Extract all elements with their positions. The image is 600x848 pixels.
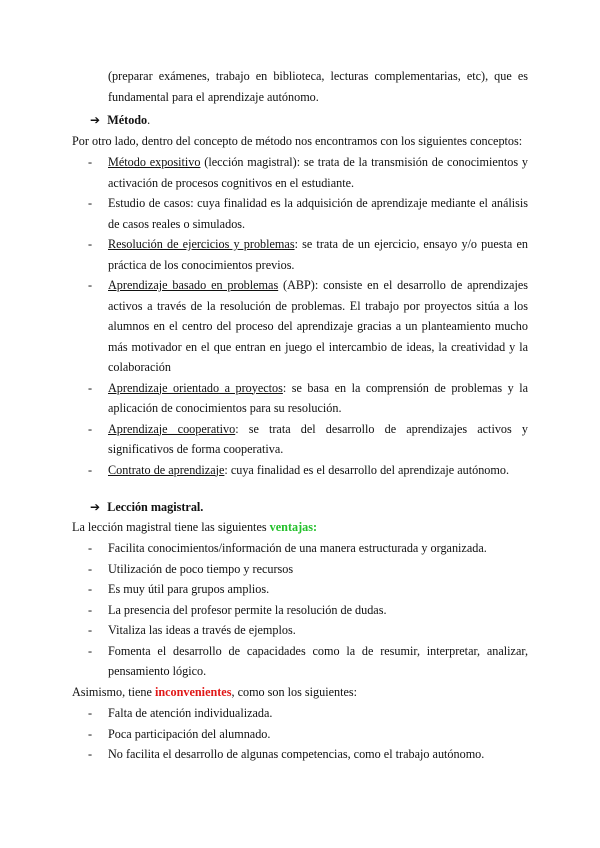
arrow-icon: ➔ bbox=[90, 500, 101, 514]
term: Aprendizaje orientado a proyectos bbox=[108, 380, 283, 395]
arrow-icon: ➔ bbox=[90, 113, 101, 127]
bullet-dash: - bbox=[88, 602, 93, 617]
list-item: - Resolución de ejercicios y problemas: se trata de un ejercicio, ensayo y/o puesta en práctica de los conocimientos previos. bbox=[0, 234, 528, 275]
bullet-dash: - bbox=[88, 726, 93, 741]
list-item: - Facilita conocimientos/información de una manera estructurada y organizada. bbox=[0, 538, 528, 559]
bullet-dash: - bbox=[88, 380, 93, 395]
heading-metodo: ➔ Método. bbox=[90, 113, 151, 127]
intro-continuation: (preparar exámenes, trabajo en biblioteca, lecturas complementarias, etc), que es fundamental para el aprendizaje autónomo. bbox=[108, 69, 528, 104]
bullet-dash: - bbox=[88, 421, 93, 436]
inconvenientes-intro: Asimismo, tiene inconvenientes, como son los siguientes: bbox=[72, 685, 358, 699]
bullet-dash: - bbox=[88, 582, 93, 596]
bullet-dash: - bbox=[88, 155, 93, 169]
bullet-dash: - bbox=[88, 747, 93, 761]
list-item: - Vitaliza las ideas a través de ejemplos. bbox=[0, 620, 528, 641]
bullet-dash: - bbox=[88, 706, 93, 720]
term: Aprendizaje cooperativo bbox=[108, 421, 236, 436]
ventajas-list bbox=[0, 538, 600, 682]
inconvenientes-word: inconvenientes bbox=[154, 685, 232, 699]
inconvenientes-list bbox=[0, 703, 600, 765]
term: Método expositivo bbox=[108, 155, 201, 169]
bullet-dash: - bbox=[88, 196, 93, 210]
list-item: - Es muy útil para grupos amplios. bbox=[0, 579, 528, 600]
ventajas-intro: La lección magistral tiene las siguientes ventajas: bbox=[72, 520, 318, 534]
bullet-dash: - bbox=[88, 561, 93, 576]
term: Contrato de aprendizaje bbox=[108, 462, 225, 477]
list-item: - Aprendizaje basado en problemas (ABP): consiste en el desarrollo de aprendizajes activos a través de la resolución de problemas. El trabajo por proyectos sitúa a los alumnos en el centro del proceso del aprendizaje gracias a un planteamiento mucho más motivador en el que entran en juego el intercambio de ideas, la creatividad y la colaboración bbox=[0, 275, 528, 378]
heading-leccion-magistral: ➔ Lección magistral. bbox=[90, 500, 204, 514]
bullet-dash: - bbox=[88, 462, 93, 477]
list-item: - No facilita el desarrollo de algunas competencias, como el trabajo autónomo. bbox=[0, 744, 528, 765]
term: Aprendizaje basado en problemas bbox=[108, 278, 279, 292]
list-item: - Poca participación del alumnado. bbox=[0, 724, 528, 745]
list-item: - Contrato de aprendizaje: cuya finalidad es el desarrollo del aprendizaje autónomo. bbox=[0, 460, 528, 481]
bullet-dash: - bbox=[88, 237, 93, 251]
metodo-intro: Por otro lado, dentro del concepto de método nos encontramos con los siguientes conceptos: bbox=[72, 134, 523, 148]
list-item: - Estudio de casos: cuya finalidad es la adquisición de aprendizaje mediante el análisis de casos reales o simulados. bbox=[0, 193, 528, 234]
list-item: - Aprendizaje orientado a proyectos: se basa en la comprensión de problemas y la aplicación de conocimientos para su resolución. bbox=[0, 378, 528, 419]
list-item: - Utilización de poco tiempo y recursos bbox=[0, 559, 528, 580]
list-item: - La presencia del profesor permite la resolución de dudas. bbox=[0, 600, 528, 621]
metodo-list bbox=[0, 152, 600, 480]
bullet-dash: - bbox=[88, 541, 93, 555]
list-item: - Fomenta el desarrollo de capacidades como la de resumir, interpretar, analizar, pensamiento lógico. bbox=[0, 641, 528, 682]
ventajas-word: ventajas bbox=[269, 520, 313, 534]
bullet-dash: - bbox=[88, 643, 93, 658]
list-item: - Falta de atención individualizada. bbox=[0, 703, 528, 724]
bullet-dash: - bbox=[88, 623, 93, 637]
bullet-dash: - bbox=[88, 278, 93, 292]
term: Resolución de ejercicios y problemas bbox=[108, 237, 295, 251]
list-item: - Método expositivo (lección magistral): se trata de la transmisión de conocimientos y activación de procesos cognitivos en el estudiante. bbox=[0, 152, 528, 193]
list-item: - Aprendizaje cooperativo: se trata del desarrollo de aprendizajes activos y significativos de forma cooperativa. bbox=[0, 419, 528, 460]
heading-metodo-text: Método bbox=[107, 113, 148, 127]
